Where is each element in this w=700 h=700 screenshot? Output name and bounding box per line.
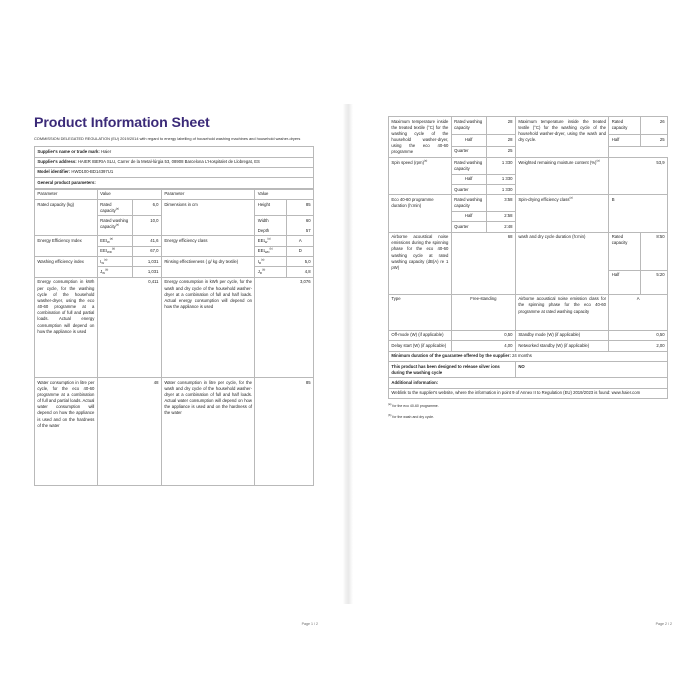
type-row [389,294,668,330]
energy-consumption-right-value: 3,076 [255,277,314,377]
off-mode-row [389,330,668,340]
supplier-address-label: Supplier's address: [37,159,77,165]
networked-standby-label: Networked standby (W) (if applicable) [515,341,608,351]
guarantee-row [389,351,668,361]
header-value-left: Value [97,189,161,199]
max-temp-r-rated-label: Rated capacity [609,117,641,135]
washing-eff-iw-value: 1,031 [132,257,161,267]
max-temp-quarter-label: Quarter [451,146,486,157]
spin-speed-rated-label: Rated washing capacity [451,158,486,175]
eei-row-1 [35,236,314,246]
washing-eff-jw-symbol: $J_W^{(b)}$ [97,267,132,277]
energy-consumption-left-value: 0,411 [97,277,161,377]
supplier-address-row [35,157,314,167]
type-label: Type [389,294,452,330]
page-2-footer: Page 2 / 2 [655,622,672,626]
spin-speed-half-value: 1 330 [486,174,515,184]
weblink-row [389,388,668,398]
supplier-name-label: Supplier's name or trade mark: [37,148,100,154]
eco-duration-half-value: 2:58 [486,211,515,221]
page-1 [24,104,324,626]
water-consumption-left-value: 48 [97,378,161,486]
page-2 [378,104,678,626]
wash-dry-rated-value: 8:50 [641,232,668,270]
footnote-b-mark: (b) [388,412,392,417]
supplier-name-row [35,147,314,157]
model-label: Model identifier: [37,169,71,175]
spin-drying-class-value: B [609,195,668,232]
spin-speed-label: Spin speed (rpm)$^{(a)}$ [389,158,452,195]
wash-dry-rated-label: Rated capacity [609,232,641,270]
eec-wd-value: D [287,246,314,256]
off-mode-label: Off-mode (W) (if applicable) [389,330,452,340]
general-params-label: General product parameters: [35,178,314,188]
energy-consumption-left-label: Energy consumption in kWh per cycle, for the washing cycle of the household washer-dryer, using the eco 40-60 programme at a combination of full and partial loads. Actual energy consumption will depend on how the appliance is used [35,277,98,377]
max-temp-rated-value: 28 [486,117,515,135]
delay-start-value: 4,00 [451,341,515,351]
noise-emissions-label: Airborne acoustical noise emissions during the spinning phase for the eco 40-60 washing cycle at rated washing capacity (dB(A) re 1 pW) [389,232,452,294]
guarantee-value: 24 months [512,353,532,359]
model-row [35,167,314,177]
off-mode-value: 0,50 [451,330,515,340]
dimensions-width-value: 60 57 [287,216,314,236]
footnote-a-text: for the eco 40-60 programme. [392,404,439,409]
footnote-b-text: for the wash and dry cycle. [392,415,435,419]
silver-ions-row [389,361,668,378]
washing-efficiency-label: Washing efficiency index [35,257,98,278]
delay-start-row [389,341,668,351]
washing-eff-row-1 [35,257,314,267]
eei-wd-value: 67,0 [132,246,161,256]
supplier-name-value: Haier [101,148,112,154]
dimensions-width-label: Width Depth [255,216,287,236]
max-temp-half-value: 28 [486,135,515,146]
spin-speed-half-label: Half [451,174,486,184]
eec-label: Energy efficiency class [161,236,254,257]
rated-washing-capacity-label: Rated washing capacity$^{(a)}$ [97,216,132,236]
general-params-row [35,178,314,188]
additional-info-label: Additional information: [389,378,668,388]
max-temp-r-half-label: Half [609,135,641,146]
rated-capacity-sub1-value: 6,0 [132,199,161,216]
dimensions-height-label: Height [255,199,287,216]
silver-ions-value: NO [515,361,667,378]
eec-w-value: A [287,236,314,246]
guarantee-cell [389,351,668,361]
noise-emissions-row-1 [389,232,668,270]
spin-speed-row-1 [389,158,668,175]
eco-duration-row-1 [389,195,668,212]
noise-class-value: A [609,294,668,330]
max-temp-spacer-value [641,146,668,157]
dimensions-label: Dimensions in cm [161,199,254,236]
noise-class-label: Airborne acoustical noise emission class for the spinning phase for the eco 40-60 programme at rated washing capacity [515,294,608,330]
eei-w-value: 41,6 [132,236,161,246]
eei-label: Energy Efficiency Index [35,236,98,257]
energy-consumption-right-label: Energy consumption in kWh per cycle, for the wash and dry cycle of the household washer-dryer at a combination of full and half loads. Actual energy consumption will depend on how the appliance is used [161,277,254,377]
weblink-label: Weblink to the supplier's website, where the information in point 9 of Annex II to Regulation (EU) 2019/2023 is found: [391,390,611,396]
rinsing-jr-value: 4,8 [287,267,314,277]
additional-info-row [389,378,668,388]
header-value-right: Value [255,189,314,199]
type-value: Free-standing [451,294,515,330]
silver-ions-label: This product has been designed to release silver ions during the washing cycle [389,361,516,378]
page-gutter [343,104,353,604]
rated-capacity-label: Rated capacity (kg) [35,199,98,236]
eei-wd-symbol: $EEI_{WD}^{(b)}$ [97,246,132,256]
eco-duration-half-label: Half [451,211,486,221]
rinsing-ir-value: 5,0 [287,257,314,267]
table-header-row [35,189,314,199]
spin-drying-class-label: Spin-drying efficiency class$^{(a)}$ [515,195,608,232]
networked-standby-value: 2,00 [609,341,668,351]
spin-speed-rated-value: 1 330 [486,158,515,175]
delay-start-label: Delay start (W) (if applicable) [389,341,452,351]
max-temp-right-label: Maximum temperature inside the treated textile (°C) for the washing cycle of the household washer-dryer, using the wash and dry cycle. [515,117,608,158]
moisture-content-label: Weighted remaining moisture content (%)$^{(a)}$ [515,158,608,195]
regulation-note: COMMISSION DELEGATED REGULATION (EU) 2019/2014 with regard to energy labelling of household washing machines and household washer-dryers [34,135,301,141]
wash-dry-half-value: 5:20 [641,270,668,294]
spin-speed-quarter-label: Quarter [451,184,486,194]
supplier-name-cell [35,147,314,157]
washing-eff-iw-symbol: $I_W^{(a)}$ [97,257,132,267]
rinsing-label: Rinsing effectiveness ( g/ kg dry textile) [161,257,254,278]
model-cell [35,167,314,177]
moisture-content-value: 53,9 [609,158,668,195]
energy-consumption-row [35,277,314,377]
footnote-a-mark: (a) [388,402,392,407]
left-parameters-table [34,189,314,487]
noise-emissions-value: 68 [451,232,515,294]
standby-mode-value: 0,50 [609,330,668,340]
dimensions-height-value: 85 [287,199,314,216]
eco-duration-quarter-label: Quarter [451,222,486,232]
max-temp-spacer-label [609,146,641,157]
rinsing-jr-symbol: $J_R^{(b)}$ [255,267,287,277]
water-consumption-left-label: Water consumption in litre per cycle, for the eco 40-60 programme at a combination of full and partial loads. Actual water consumption will depend on how the appliance is used and on the hardness of the water [35,378,98,486]
max-temp-row-1 [389,117,668,135]
max-temp-half-label: Half [451,135,486,146]
eco-duration-rated-value: 3:58 [486,195,515,212]
standby-mode-label: Standby mode (W) (if applicable) [515,330,608,340]
page-title: Product Information Sheet [34,115,210,131]
water-consumption-right-value: 85 [255,378,314,486]
wash-dry-duration-label: wash and dry cycle duration (h:min) [515,232,608,294]
water-consumption-row [35,378,314,486]
washing-eff-jw-value: 1,031 [132,267,161,277]
model-value: HWD100-BD14397U1 [71,169,114,175]
max-temp-left-label: Maximum temperature inside the treated textile (°C) for the washing cycle of the household washer-dryer, using the eco 40-60 programme [389,117,452,158]
right-parameters-table [388,116,668,399]
max-temp-r-half-value: 25 [641,135,668,146]
footnote-b [388,413,668,421]
guarantee-label: Minimum duration of the guarantee offered by the supplier: [391,353,511,359]
max-temp-r-rated-value: 26 [641,117,668,135]
supplier-address-value: HAIER IBERIA SLU, Carrer de la Metal-lúrgia 53, 08908 Barcelona L'Hospitalet de Llobregat, ES [77,159,260,165]
header-parameter-right: Parameter [161,189,254,199]
wash-dry-half-label: Half [609,270,641,294]
page-1-footer: Page 1 / 2 [301,622,318,626]
rinsing-ir-symbol: $I_R^{(a)}$ [255,257,287,267]
eec-w-symbol: $EEI_W^{(a)}$ [255,236,287,246]
eec-wd-symbol: $EEI_{WD}^{(b)}$ [255,246,287,256]
rated-capacity-row-1 [35,199,314,216]
eei-w-symbol: $EEI_W^{(a)}$ [97,236,132,246]
footnote-a [388,402,668,410]
supplier-address-cell [35,157,314,167]
rated-capacity-sub1-label: Rated capacity$^{(a)}$ [97,199,132,216]
rated-washing-capacity-value: 10,0 [132,216,161,236]
water-consumption-right-label: Water consumption in litre per cycle, for the wash and dry cycle of the household washer-dryer at a combination of full and half loads. Actual water consumption will depend on how the appliance is used and on the hardness of the water [161,378,254,486]
eco-duration-quarter-value: 2:48 [486,222,515,232]
eco-duration-label: Eco 40-60 programme duration (h:min) [389,195,452,232]
spin-speed-quarter-value: 1 330 [486,184,515,194]
header-parameter-left: Parameter [35,189,98,199]
dimensions-depth-label: Depth [257,227,270,233]
max-temp-rated-label: Rated washing capacity [451,117,486,135]
dimensions-depth-value: 57 [305,227,311,233]
supplier-table [34,146,314,188]
weblink-cell [389,388,668,398]
weblink-url[interactable]: www.haier.com [611,390,641,396]
eco-duration-rated-label: Rated washing capacity [451,195,486,212]
max-temp-quarter-value: 25 [486,146,515,157]
